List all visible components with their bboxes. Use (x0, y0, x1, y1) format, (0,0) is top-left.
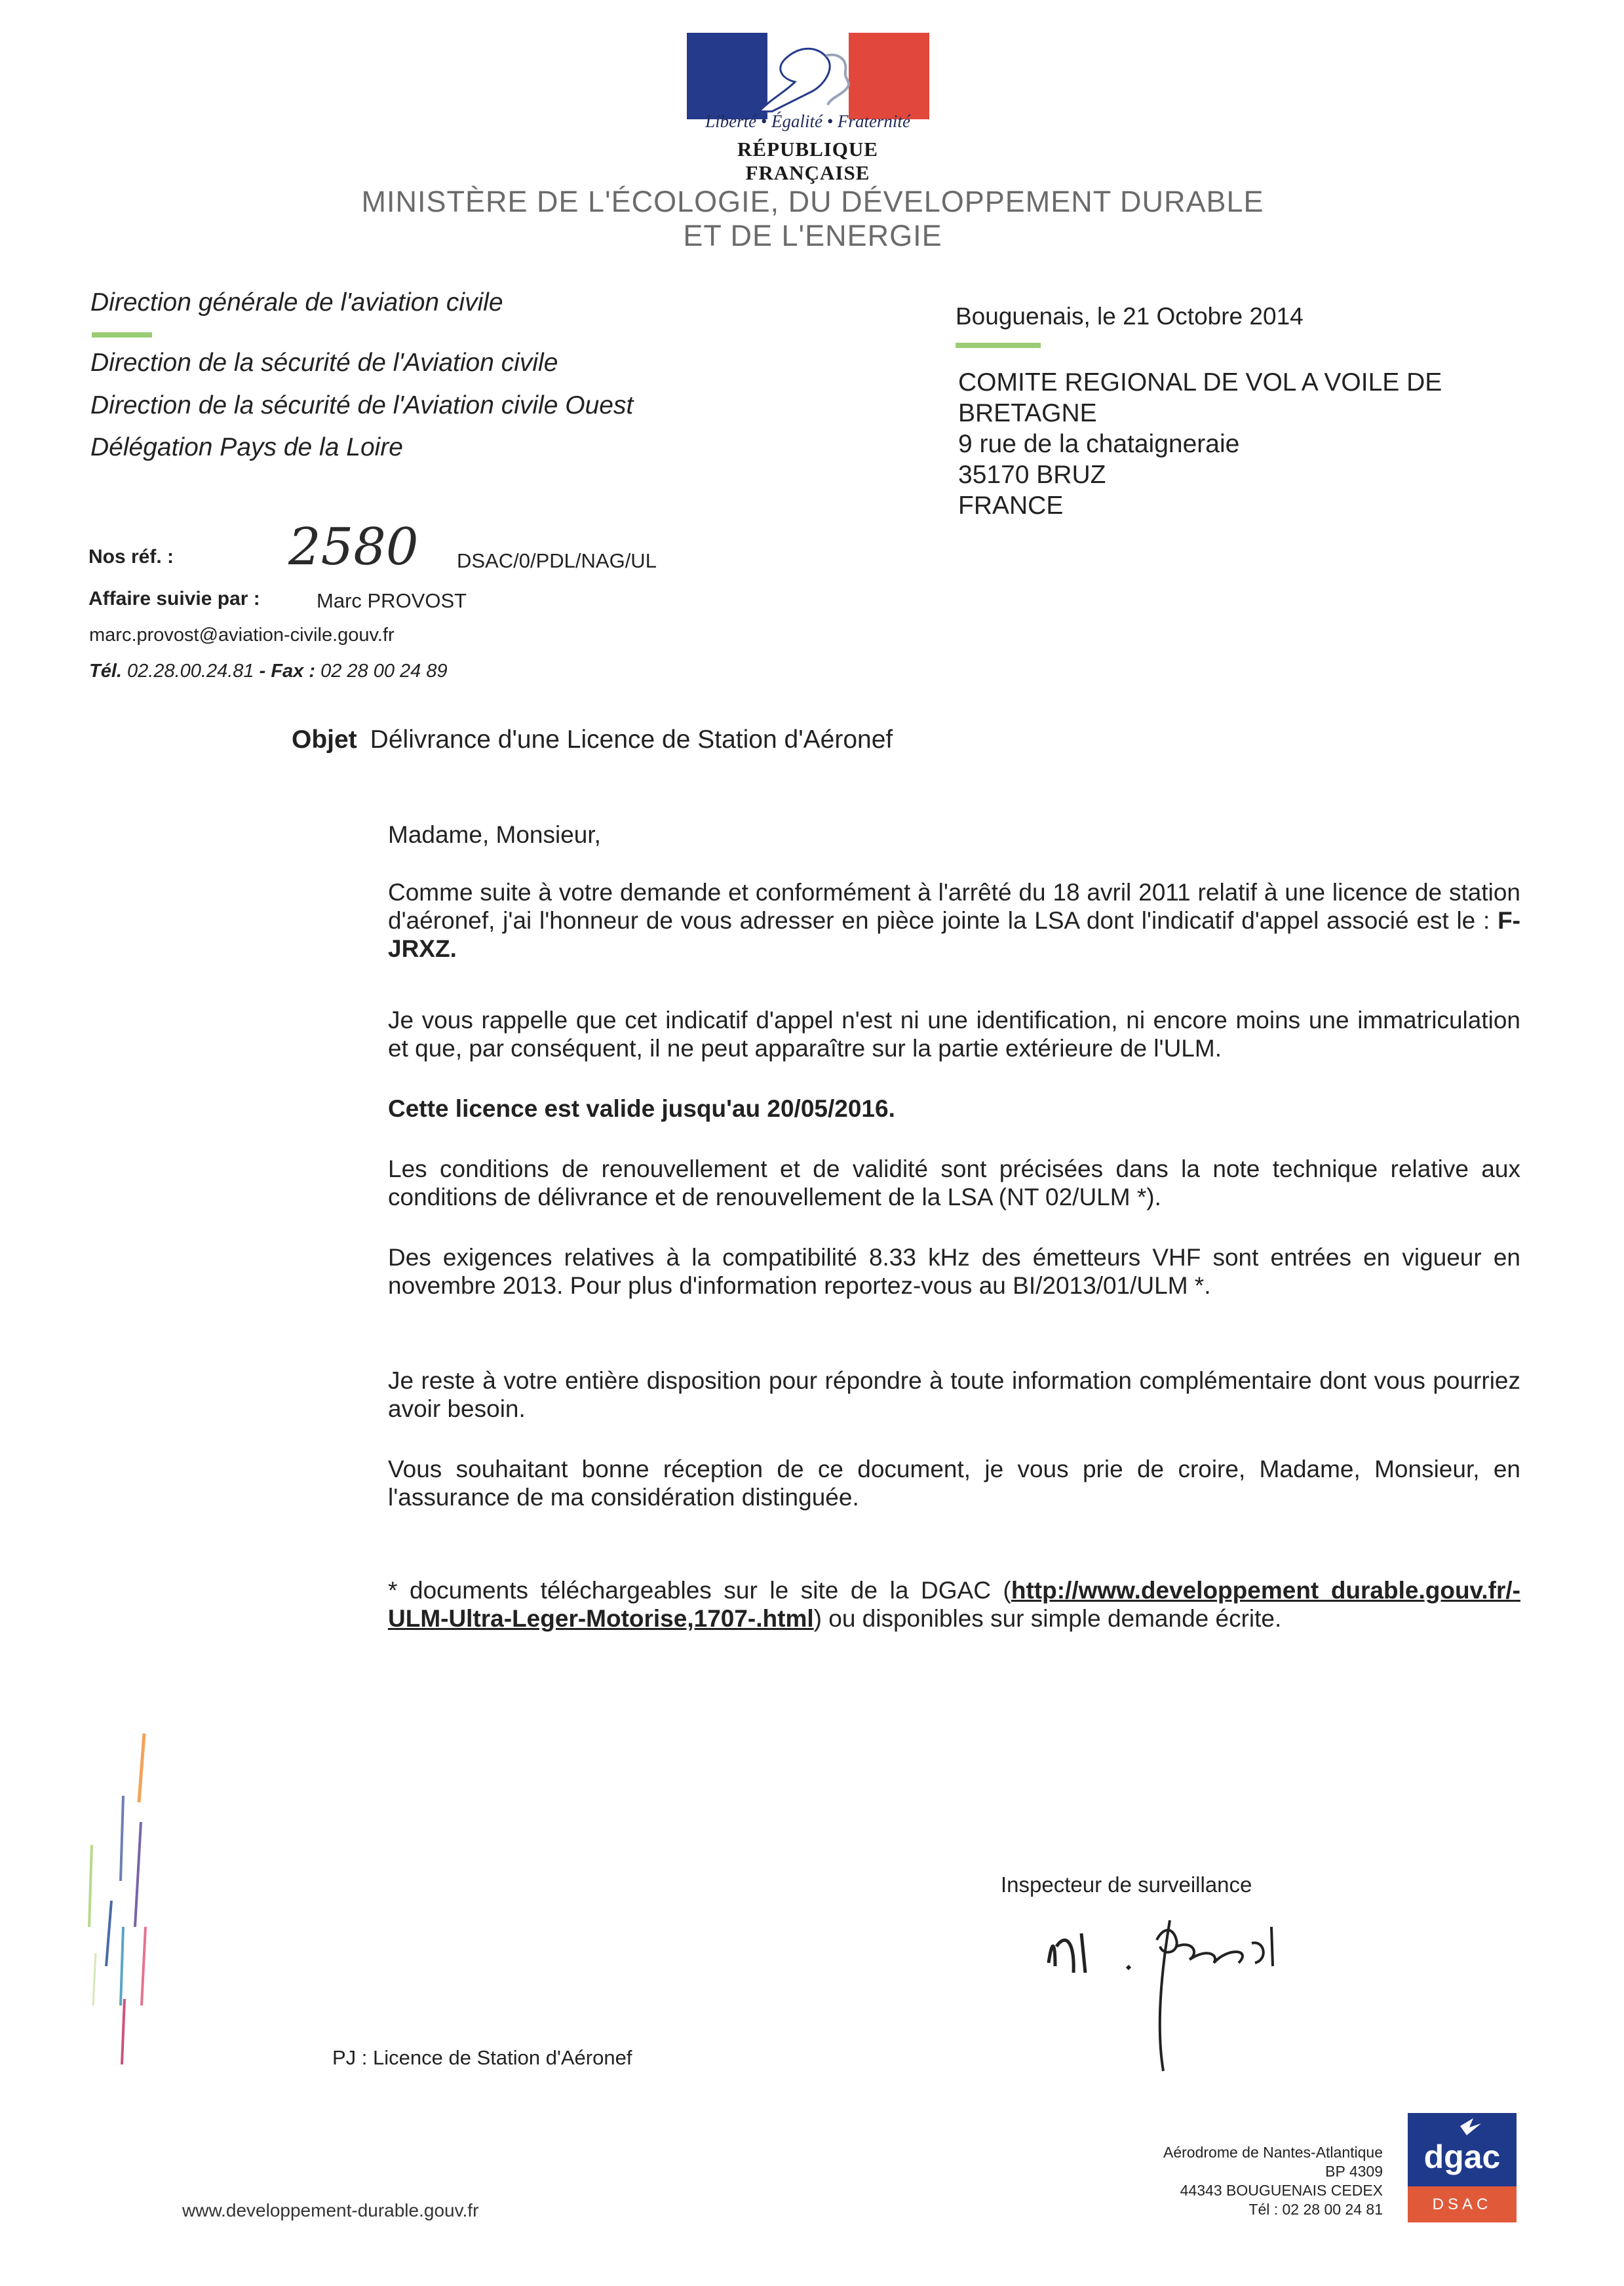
ministry-title (197, 185, 1429, 253)
recipient-line: COMITE REGIONAL DE VOL A VOILE DE (958, 368, 1442, 397)
dsac-logo-text: DSAC (1408, 2186, 1517, 2222)
contact-phone-fax (89, 661, 448, 682)
recipient-line: 35170 BRUZ (958, 461, 1106, 489)
attachment-note: PJ : Licence de Station d'Aéronef (332, 2046, 632, 2069)
sender-line: Direction de la sécurité de l'Aviation civile Ouest (90, 391, 634, 419)
footer-address (1062, 2143, 1383, 2219)
reference-code: DSAC/0/PDL/NAG/UL (457, 549, 657, 572)
sender-line: Direction de la sécurité de l'Aviation civile (90, 349, 558, 377)
body-paragraph: Des exigences relatives à la compatibilité 8.33 kHz des émetteurs VHF sont entrées en vigueur en novembre 2013. Pour plus d'information reportez-vous au BI/2013/01/ULM *. (388, 1244, 1520, 1299)
tel-value: 02.28.00.24.81 (127, 661, 254, 682)
recipient-line: BRETAGNE (958, 399, 1097, 427)
fax-label: - Fax : (259, 661, 316, 682)
body-paragraph: Je reste à votre entière disposition pour répondre à toute information complémentaire dont vous pourriez avoir besoin. (388, 1367, 1520, 1422)
signer-title: Inspecteur de surveillance (1001, 1872, 1252, 1897)
footnote-text: ) ou disponibles sur simple demande écrite. (813, 1605, 1282, 1632)
contact-email: marc.provost@aviation-civile.gouv.fr (89, 625, 395, 646)
footer-address-line: Tél : 02 28 00 24 81 (1248, 2201, 1383, 2218)
followed-by-label: Affaire suivie par : (88, 588, 260, 610)
recipient-line: FRANCE (958, 492, 1064, 520)
recipient-line: 9 rue de la chataigneraie (958, 430, 1240, 458)
recipient-address (958, 367, 1442, 521)
subject-line (292, 726, 893, 754)
accent-bar (956, 343, 1041, 348)
body-paragraph: Les conditions de renouvellement et de validité sont précisées dans la note technique relative aux conditions de délivrance et de renouvellement de la LSA (NT 02/ULM *). (388, 1155, 1520, 1211)
footnote-text: * documents téléchargeables sur le site de la DGAC ( (388, 1577, 1011, 1604)
footer-address-line: 44343 BOUGUENAIS CEDEX (1180, 2182, 1383, 2199)
republic-motto: Liberté • Égalité • Fraternité (705, 111, 910, 131)
accent-bar (92, 332, 152, 338)
subject-label: Objet (292, 726, 357, 754)
letter-date: Bouguenais, le 21 Octobre 2014 (956, 303, 1304, 330)
body-paragraph (388, 878, 1520, 963)
signature-image (1042, 1901, 1337, 2097)
sender-line: Délégation Pays de la Loire (90, 433, 403, 461)
handwritten-reference: 2580 (288, 518, 419, 577)
sender-directorate: Direction générale de l'aviation civile (90, 288, 503, 317)
callsign: F-JRXZ. (388, 907, 1520, 962)
website-link[interactable]: www.developpement-durable.gouv.fr (182, 2200, 479, 2220)
followed-by-name: Marc PROVOST (317, 589, 467, 612)
republic-name: RÉPUBLIQUE FRANÇAISE (737, 138, 878, 184)
tel-label: Tél. (89, 661, 122, 682)
salutation: Madame, Monsieur, (388, 821, 601, 848)
dgac-logo (1408, 2113, 1517, 2222)
validity-statement: Cette licence est valide jusqu'au 20/05/2016. (388, 1095, 895, 1122)
dgac-link[interactable]: http://www.developpement durable.gouv.fr/-ULM-Ultra-Leger-Motorise,1707-.html (388, 1577, 1520, 1632)
fax-value: 02 28 00 24 89 (320, 661, 448, 682)
footer-address-line: BP 4309 (1325, 2163, 1383, 2180)
reference-label: Nos réf. : (88, 546, 174, 568)
body-paragraph: Je vous rappelle que cet indicatif d'appel n'est ni une identification, ni encore moins une immatriculation et que, par conséquent, il ne peut apparaître sur la partie extérieure de l'ULM. (388, 1007, 1520, 1062)
footnote (388, 1576, 1520, 1633)
subject-text: Délivrance d'une Licence de Station d'Aéronef (370, 726, 893, 754)
dgac-logo-text: dgac (1423, 2139, 1501, 2175)
marianne-logo (687, 33, 929, 119)
ministry-line-1: MINISTÈRE DE L'ÉCOLOGIE, DU DÉVELOPPEMENT DURABLE (361, 185, 1264, 218)
paragraph-text: Comme suite à votre demande et conformément à l'arrêté du 18 avril 2011 relatif à une licence de station d'aéronef, j'ai l'honneur de vous adresser en pièce jointe la LSA dont l'indicatif d'appel associé est le : (388, 879, 1520, 934)
footer-address-line: Aérodrome de Nantes-Atlantique (1163, 2144, 1383, 2161)
ministry-line-2: ET DE L'ENERGIE (683, 219, 942, 252)
decorative-lines (79, 1730, 170, 2071)
closing-paragraph: Vous souhaitant bonne réception de ce document, je vous prie de croire, Madame, Monsieur, en l'assurance de ma considération distinguée. (388, 1456, 1520, 1511)
